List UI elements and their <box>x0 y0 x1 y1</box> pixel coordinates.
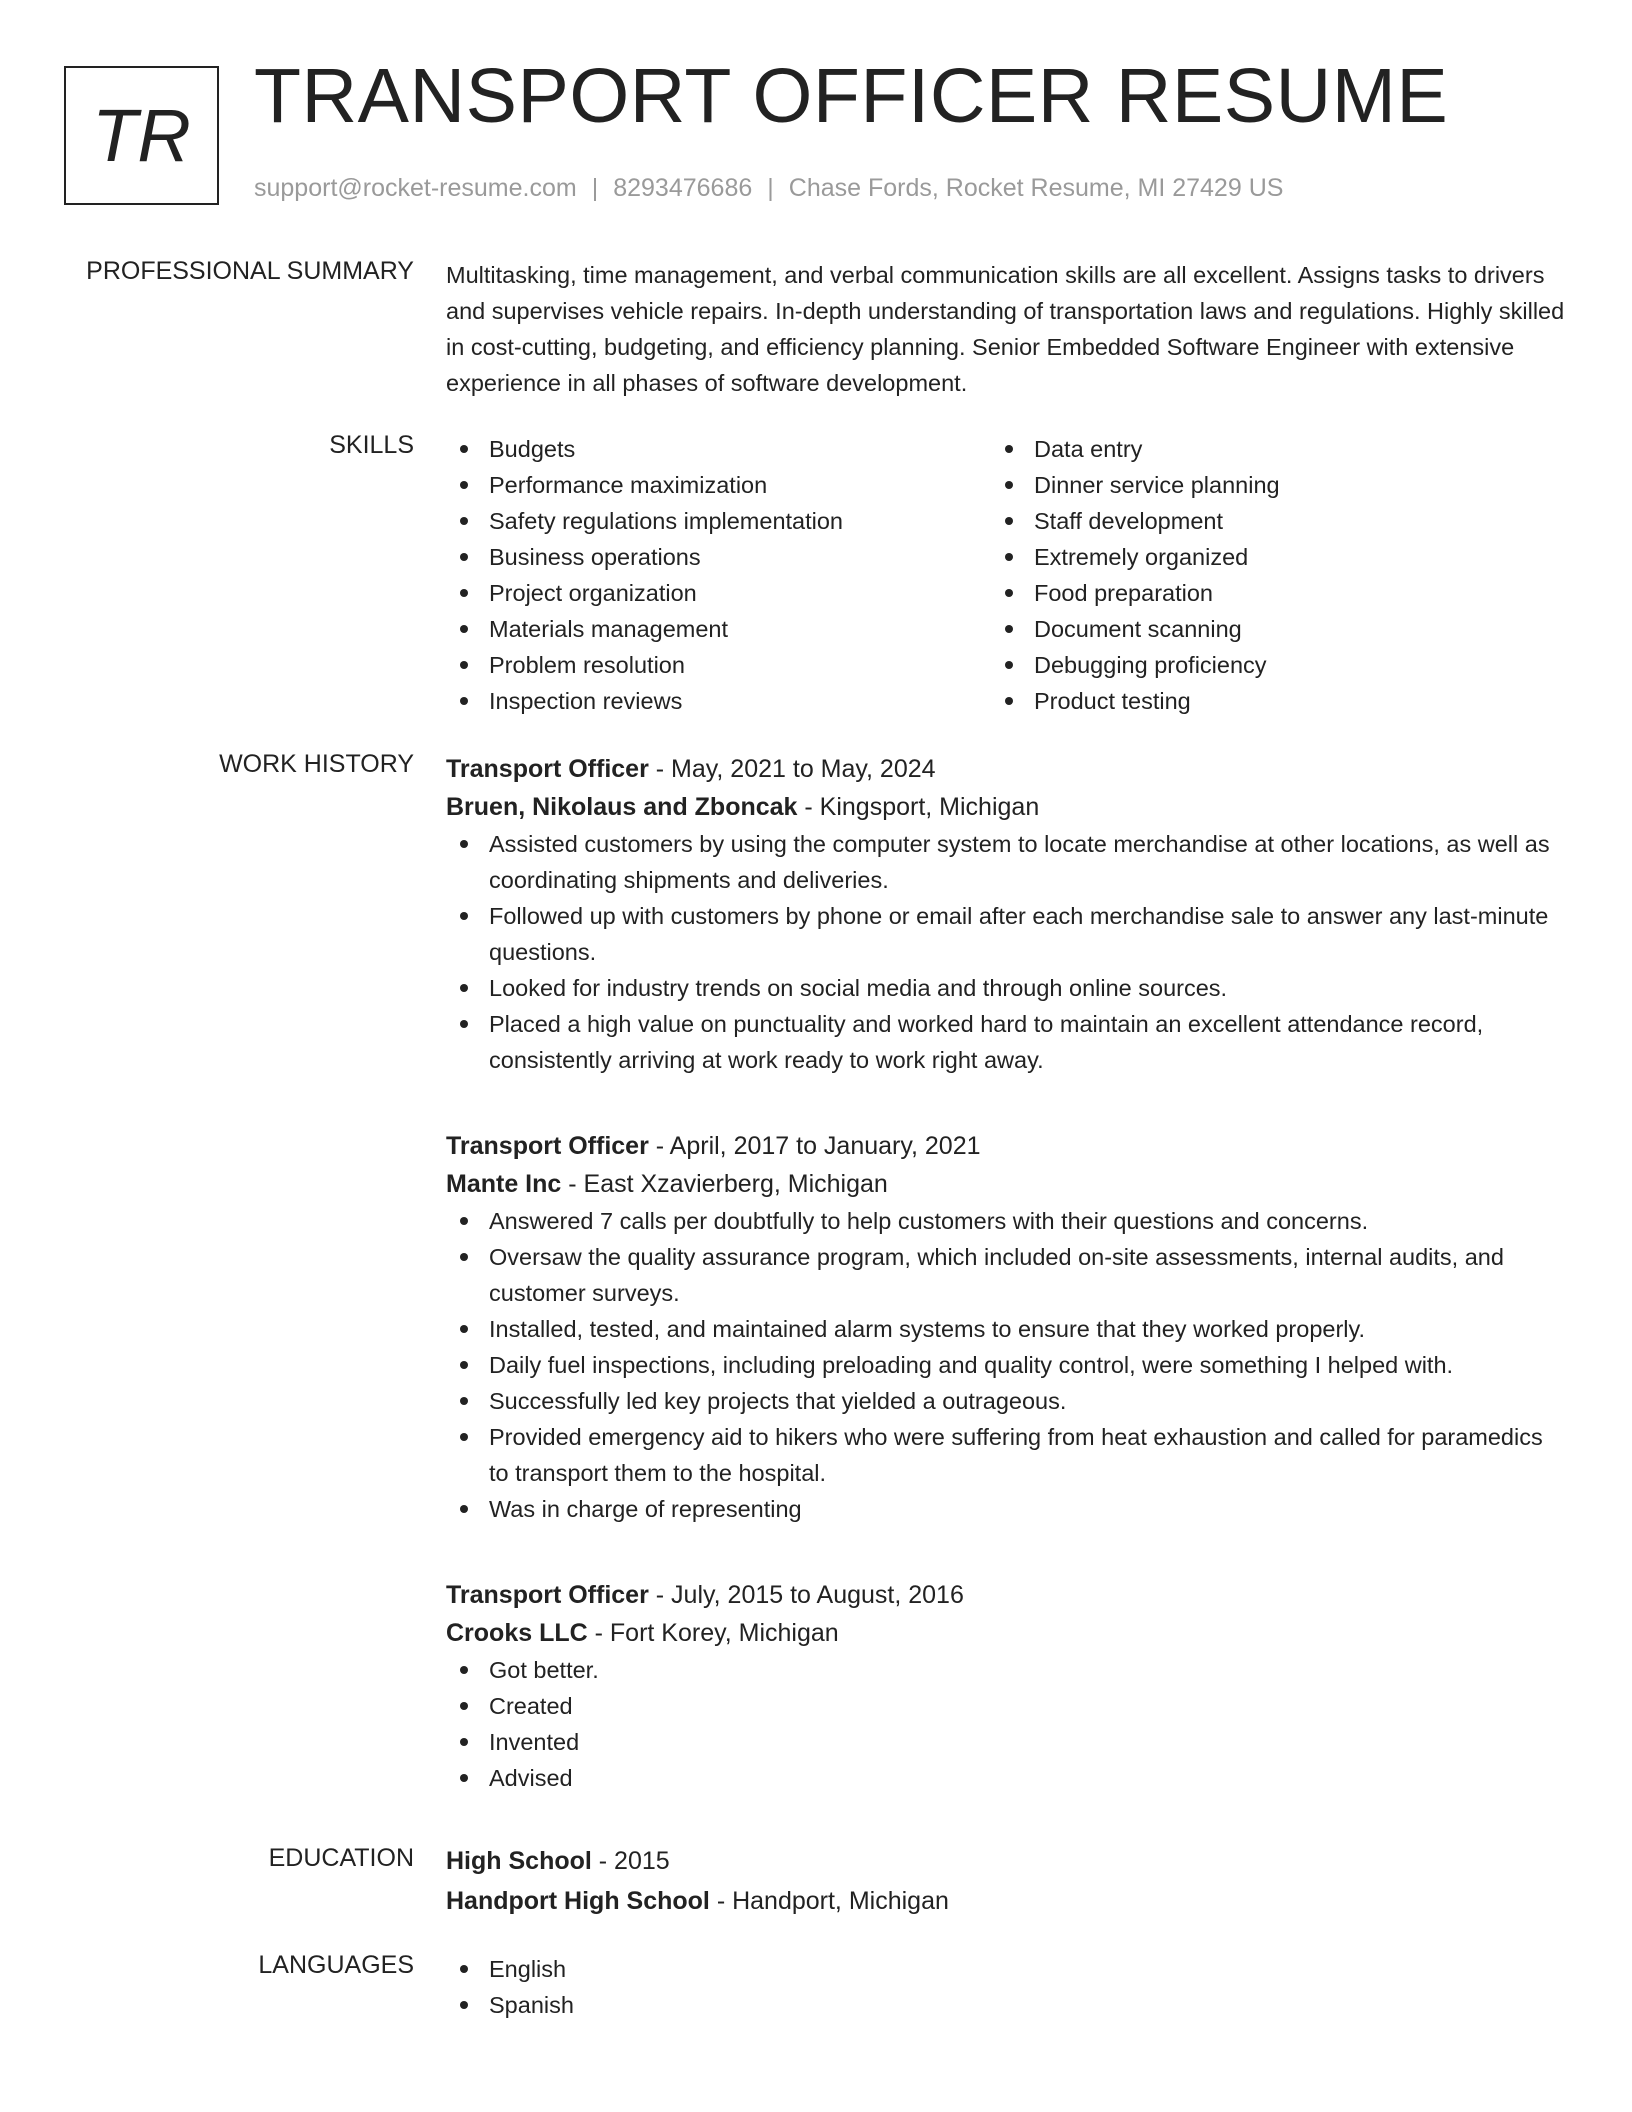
job-duties-list <box>446 826 1566 1078</box>
education-school-line <box>446 1882 1566 1920</box>
summary-text: Multitasking, time management, and verbal communication skills are all excellent. Assigns tasks to drivers and supervises vehicle repairs. In-depth understanding of transportation laws and regulations. Highly skilled in cost-cutting, budgeting, and efficiency planning. Senior Embedded Software Engineer with extensive experience in all phases of software development. <box>446 262 1565 396</box>
job-dates: - May, 2021 to May, 2024 <box>648 755 936 783</box>
job-duty: Followed up with customers by phone or email after each merchandise sale to answer any last-minute questions. <box>446 898 1566 970</box>
job-duties-list <box>446 1652 1566 1796</box>
skill-item: Project organization <box>446 575 966 611</box>
education-degree: High School <box>446 1847 592 1875</box>
skill-item: Document scanning <box>991 611 1511 647</box>
summary-heading: PROFESSIONAL SUMMARY <box>86 257 414 285</box>
job-title: Transport Officer <box>446 1581 649 1609</box>
job-title-line <box>446 1127 1566 1165</box>
education-heading: EDUCATION <box>268 1844 414 1872</box>
job-company-line <box>446 788 1566 826</box>
monogram-text: TR <box>92 94 191 177</box>
contact-email: support@rocket-resume.com <box>254 174 577 202</box>
job-duty: Answered 7 calls per doubtfully to help customers with their questions and concerns. <box>446 1203 1566 1239</box>
skill-item: Food preparation <box>991 575 1511 611</box>
job-duty: Provided emergency aid to hikers who were suffering from heat exhaustion and called for paramedics to transport them to the hospital. <box>446 1419 1566 1491</box>
contact-phone: 8293476686 <box>613 174 753 202</box>
job-duty: Invented <box>446 1724 1566 1760</box>
skills-list-left <box>446 431 966 719</box>
job-title: Transport Officer <box>446 1132 649 1160</box>
job-duty: Looked for industry trends on social media and through online sources. <box>446 970 1566 1006</box>
job-company-line <box>446 1614 1566 1652</box>
contact-separator: | <box>767 174 774 202</box>
job-duty: Daily fuel inspections, including preloading and quality control, were something I helped with. <box>446 1347 1566 1383</box>
skill-item: Budgets <box>446 431 966 467</box>
job-duty: Installed, tested, and maintained alarm systems to ensure that they worked properly. <box>446 1311 1566 1347</box>
job-company-line <box>446 1165 1566 1203</box>
skill-item: Materials management <box>446 611 966 647</box>
work-history-heading: WORK HISTORY <box>219 750 414 778</box>
language-item: English <box>446 1951 1566 1987</box>
education-degree-line <box>446 1842 1566 1880</box>
skill-item: Staff development <box>991 503 1511 539</box>
skill-item: Problem resolution <box>446 647 966 683</box>
job-entry <box>446 1127 1566 1527</box>
job-title-line <box>446 1576 1566 1614</box>
job-location: - Kingsport, Michigan <box>797 793 1040 821</box>
skill-item: Inspection reviews <box>446 683 966 719</box>
skill-item: Dinner service planning <box>991 467 1511 503</box>
job-title-line <box>446 750 1566 788</box>
education-year: - 2015 <box>591 1847 670 1875</box>
education-school: Handport High School <box>446 1887 710 1915</box>
skill-item: Business operations <box>446 539 966 575</box>
skill-item: Data entry <box>991 431 1511 467</box>
job-dates: - April, 2017 to January, 2021 <box>648 1132 981 1160</box>
skill-item: Extremely organized <box>991 539 1511 575</box>
job-duty: Was in charge of representing <box>446 1491 1566 1527</box>
skills-list-right <box>991 431 1511 719</box>
languages-list <box>446 1951 1566 2023</box>
contact-separator: | <box>591 174 599 202</box>
education-location: - Handport, Michigan <box>709 1887 949 1915</box>
job-duties-list <box>446 1203 1566 1527</box>
job-title: Transport Officer <box>446 755 649 783</box>
job-dates: - July, 2015 to August, 2016 <box>648 1581 964 1609</box>
skill-item: Performance maximization <box>446 467 966 503</box>
job-company: Mante Inc <box>446 1170 562 1198</box>
job-location: - East Xzavierberg, Michigan <box>561 1170 888 1198</box>
job-duty: Placed a high value on punctuality and worked hard to maintain an excellent attendance record, consistently arriving at work ready to work right away. <box>446 1006 1566 1078</box>
education-entry <box>446 1842 1566 1920</box>
skills-section <box>446 431 1566 731</box>
job-duty: Got better. <box>446 1652 1566 1688</box>
skills-heading: SKILLS <box>329 431 414 459</box>
skill-item: Product testing <box>991 683 1511 719</box>
job-duty: Oversaw the quality assurance program, which included on-site assessments, internal audits, and customer surveys. <box>446 1239 1566 1311</box>
job-entry <box>446 1576 1566 1796</box>
job-company: Crooks LLC <box>446 1619 588 1647</box>
job-entry <box>446 750 1566 1078</box>
monogram-badge <box>64 66 219 205</box>
job-duty: Successfully led key projects that yielded a outrageous. <box>446 1383 1566 1419</box>
skill-item: Safety regulations implementation <box>446 503 966 539</box>
job-company: Bruen, Nikolaus and Zboncak <box>446 793 798 821</box>
job-location: - Fort Korey, Michigan <box>587 1619 839 1647</box>
job-duty: Advised <box>446 1760 1566 1796</box>
languages-section <box>446 1951 1566 2023</box>
contact-line <box>254 174 1283 203</box>
language-item: Spanish <box>446 1987 1566 2023</box>
job-duty: Assisted customers by using the computer system to locate merchandise at other locations, as well as coordinating shipments and deliveries. <box>446 826 1566 898</box>
skill-item: Debugging proficiency <box>991 647 1511 683</box>
contact-address: Chase Fords, Rocket Resume, MI 27429 US <box>788 174 1284 202</box>
languages-heading: LANGUAGES <box>258 1951 414 1979</box>
job-duty: Created <box>446 1688 1566 1724</box>
resume-title: TRANSPORT OFFICER RESUME <box>254 53 1449 139</box>
